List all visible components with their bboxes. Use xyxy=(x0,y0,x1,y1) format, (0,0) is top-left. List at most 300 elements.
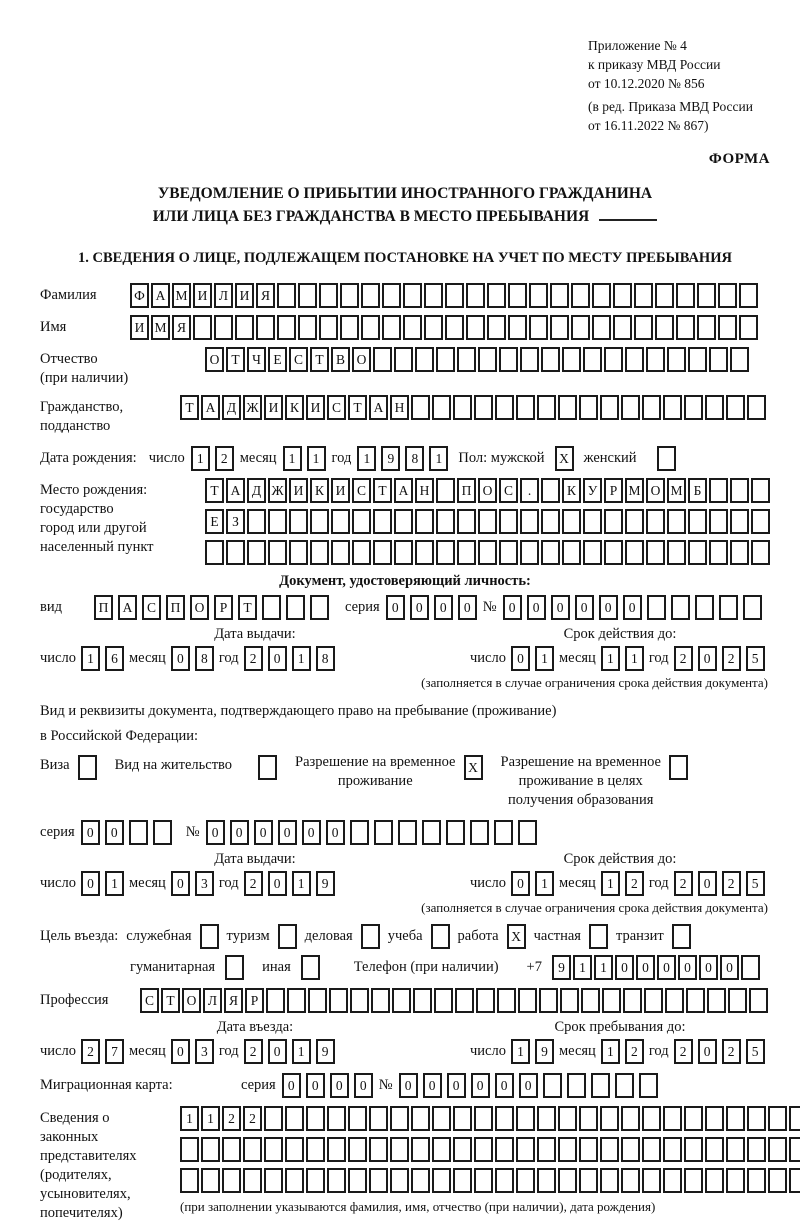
char-cell[interactable] xyxy=(415,509,434,534)
temp-permit-edu-checkbox[interactable] xyxy=(669,755,688,780)
char-cell[interactable] xyxy=(543,1073,562,1098)
char-cell[interactable]: П xyxy=(166,595,185,620)
char-cell[interactable] xyxy=(205,540,224,565)
char-cell[interactable] xyxy=(413,988,432,1013)
char-cell[interactable]: Т xyxy=(373,478,392,503)
char-cell[interactable] xyxy=(520,347,539,372)
char-cell[interactable] xyxy=(728,988,747,1013)
char-cell[interactable] xyxy=(457,509,476,534)
char-cell[interactable]: Т xyxy=(238,595,257,620)
char-cell[interactable] xyxy=(709,509,728,534)
char-cell[interactable]: 0 xyxy=(519,1073,538,1098)
char-cell[interactable]: 0 xyxy=(399,1073,418,1098)
char-cell[interactable] xyxy=(310,540,329,565)
char-cell[interactable] xyxy=(424,283,443,308)
char-cell[interactable] xyxy=(541,509,560,534)
char-cell[interactable]: С xyxy=(289,347,308,372)
char-cell[interactable]: 0 xyxy=(81,820,100,845)
char-cell[interactable]: 1 xyxy=(201,1106,220,1131)
char-cell[interactable] xyxy=(494,820,513,845)
char-cell[interactable] xyxy=(350,988,369,1013)
char-cell[interactable] xyxy=(201,1168,220,1193)
char-cell[interactable]: 8 xyxy=(195,646,214,671)
char-cell[interactable] xyxy=(709,478,728,503)
char-cell[interactable]: И xyxy=(235,283,254,308)
char-cell[interactable]: 0 xyxy=(551,595,570,620)
char-cell[interactable] xyxy=(623,988,642,1013)
char-cell[interactable] xyxy=(350,820,369,845)
char-cell[interactable] xyxy=(647,595,666,620)
temp-permit-checkbox[interactable]: X xyxy=(464,755,483,780)
gender-female-checkbox[interactable] xyxy=(657,446,676,471)
char-cell[interactable]: А xyxy=(394,478,413,503)
char-cell[interactable] xyxy=(348,1106,367,1131)
char-cell[interactable]: 2 xyxy=(244,871,263,896)
char-cell[interactable]: 0 xyxy=(230,820,249,845)
char-cell[interactable]: 2 xyxy=(244,1039,263,1064)
char-cell[interactable] xyxy=(306,1137,325,1162)
char-cell[interactable]: И xyxy=(331,478,350,503)
char-cell[interactable] xyxy=(235,315,254,340)
char-cell[interactable] xyxy=(348,1168,367,1193)
char-cell[interactable] xyxy=(382,283,401,308)
char-cell[interactable] xyxy=(529,315,548,340)
char-cell[interactable] xyxy=(394,509,413,534)
char-cell[interactable] xyxy=(262,595,281,620)
char-cell[interactable] xyxy=(529,283,548,308)
char-cell[interactable] xyxy=(726,1106,745,1131)
char-cell[interactable]: З xyxy=(226,509,245,534)
char-cell[interactable] xyxy=(373,540,392,565)
char-cell[interactable] xyxy=(499,509,518,534)
char-cell[interactable] xyxy=(684,1168,703,1193)
char-cell[interactable]: 5 xyxy=(746,871,765,896)
char-cell[interactable] xyxy=(411,1168,430,1193)
char-cell[interactable] xyxy=(331,540,350,565)
char-cell[interactable] xyxy=(327,1137,346,1162)
char-cell[interactable] xyxy=(394,347,413,372)
char-cell[interactable] xyxy=(634,283,653,308)
char-cell[interactable] xyxy=(478,347,497,372)
purpose-study-checkbox[interactable] xyxy=(431,924,450,949)
char-cell[interactable]: 9 xyxy=(381,446,400,471)
char-cell[interactable] xyxy=(718,283,737,308)
purpose-tourism-checkbox[interactable] xyxy=(278,924,297,949)
char-cell[interactable] xyxy=(688,540,707,565)
char-cell[interactable]: Б xyxy=(688,478,707,503)
char-cell[interactable] xyxy=(562,509,581,534)
char-cell[interactable]: Ж xyxy=(268,478,287,503)
char-cell[interactable] xyxy=(371,988,390,1013)
char-cell[interactable]: 0 xyxy=(254,820,273,845)
purpose-official-checkbox[interactable] xyxy=(200,924,219,949)
char-cell[interactable]: 0 xyxy=(302,820,321,845)
char-cell[interactable] xyxy=(432,1106,451,1131)
char-cell[interactable]: 0 xyxy=(206,820,225,845)
char-cell[interactable] xyxy=(667,347,686,372)
char-cell[interactable] xyxy=(567,1073,586,1098)
char-cell[interactable] xyxy=(453,395,472,420)
char-cell[interactable] xyxy=(646,347,665,372)
char-cell[interactable] xyxy=(684,1106,703,1131)
char-cell[interactable] xyxy=(499,347,518,372)
char-cell[interactable] xyxy=(719,595,738,620)
char-cell[interactable]: 1 xyxy=(191,446,210,471)
char-cell[interactable] xyxy=(264,1168,283,1193)
char-cell[interactable]: П xyxy=(457,478,476,503)
char-cell[interactable]: Н xyxy=(415,478,434,503)
char-cell[interactable] xyxy=(621,1137,640,1162)
char-cell[interactable]: Л xyxy=(214,283,233,308)
char-cell[interactable]: О xyxy=(205,347,224,372)
char-cell[interactable]: Е xyxy=(268,347,287,372)
char-cell[interactable] xyxy=(453,1137,472,1162)
char-cell[interactable]: 0 xyxy=(678,955,697,980)
char-cell[interactable] xyxy=(214,315,233,340)
char-cell[interactable] xyxy=(457,540,476,565)
char-cell[interactable] xyxy=(319,283,338,308)
char-cell[interactable] xyxy=(642,1137,661,1162)
char-cell[interactable] xyxy=(390,1106,409,1131)
char-cell[interactable] xyxy=(604,347,623,372)
char-cell[interactable]: Е xyxy=(205,509,224,534)
char-cell[interactable] xyxy=(520,509,539,534)
char-cell[interactable] xyxy=(583,540,602,565)
char-cell[interactable]: 0 xyxy=(575,595,594,620)
char-cell[interactable] xyxy=(277,315,296,340)
char-cell[interactable] xyxy=(644,988,663,1013)
char-cell[interactable] xyxy=(352,509,371,534)
char-cell[interactable] xyxy=(180,1168,199,1193)
char-cell[interactable]: 0 xyxy=(268,871,287,896)
char-cell[interactable]: 0 xyxy=(434,595,453,620)
char-cell[interactable]: 1 xyxy=(292,871,311,896)
char-cell[interactable] xyxy=(560,988,579,1013)
char-cell[interactable] xyxy=(768,1168,787,1193)
char-cell[interactable]: 0 xyxy=(623,595,642,620)
char-cell[interactable] xyxy=(361,315,380,340)
char-cell[interactable] xyxy=(625,540,644,565)
char-cell[interactable] xyxy=(516,395,535,420)
char-cell[interactable]: 6 xyxy=(105,646,124,671)
char-cell[interactable] xyxy=(558,395,577,420)
char-cell[interactable]: 0 xyxy=(495,1073,514,1098)
char-cell[interactable] xyxy=(298,315,317,340)
char-cell[interactable] xyxy=(436,478,455,503)
char-cell[interactable]: 1 xyxy=(573,955,592,980)
char-cell[interactable] xyxy=(789,1106,800,1131)
char-cell[interactable]: 3 xyxy=(195,871,214,896)
purpose-transit-checkbox[interactable] xyxy=(672,924,691,949)
char-cell[interactable] xyxy=(226,540,245,565)
char-cell[interactable] xyxy=(310,595,329,620)
char-cell[interactable]: И xyxy=(289,478,308,503)
char-cell[interactable] xyxy=(684,395,703,420)
char-cell[interactable] xyxy=(495,395,514,420)
char-cell[interactable]: Т xyxy=(205,478,224,503)
char-cell[interactable] xyxy=(697,315,716,340)
char-cell[interactable]: 1 xyxy=(180,1106,199,1131)
char-cell[interactable]: 0 xyxy=(511,871,530,896)
char-cell[interactable] xyxy=(331,509,350,534)
char-cell[interactable] xyxy=(562,347,581,372)
char-cell[interactable]: 0 xyxy=(278,820,297,845)
char-cell[interactable] xyxy=(688,509,707,534)
char-cell[interactable] xyxy=(392,988,411,1013)
char-cell[interactable] xyxy=(747,395,766,420)
char-cell[interactable] xyxy=(663,395,682,420)
char-cell[interactable]: Т xyxy=(310,347,329,372)
char-cell[interactable] xyxy=(646,540,665,565)
char-cell[interactable]: 0 xyxy=(511,646,530,671)
char-cell[interactable]: 1 xyxy=(292,646,311,671)
char-cell[interactable]: О xyxy=(182,988,201,1013)
char-cell[interactable]: 0 xyxy=(458,595,477,620)
char-cell[interactable] xyxy=(247,509,266,534)
char-cell[interactable] xyxy=(518,988,537,1013)
char-cell[interactable] xyxy=(266,988,285,1013)
char-cell[interactable] xyxy=(621,1168,640,1193)
char-cell[interactable]: 7 xyxy=(105,1039,124,1064)
char-cell[interactable] xyxy=(327,1106,346,1131)
char-cell[interactable]: Т xyxy=(226,347,245,372)
char-cell[interactable]: 2 xyxy=(674,1039,693,1064)
char-cell[interactable] xyxy=(642,1168,661,1193)
char-cell[interactable] xyxy=(495,1168,514,1193)
char-cell[interactable] xyxy=(709,347,728,372)
char-cell[interactable] xyxy=(634,315,653,340)
char-cell[interactable]: Н xyxy=(390,395,409,420)
char-cell[interactable] xyxy=(153,820,172,845)
char-cell[interactable] xyxy=(579,395,598,420)
char-cell[interactable] xyxy=(129,820,148,845)
char-cell[interactable] xyxy=(663,1106,682,1131)
char-cell[interactable] xyxy=(768,1106,787,1131)
char-cell[interactable]: П xyxy=(94,595,113,620)
char-cell[interactable]: О xyxy=(646,478,665,503)
char-cell[interactable]: М xyxy=(667,478,686,503)
char-cell[interactable] xyxy=(741,955,760,980)
char-cell[interactable] xyxy=(516,1137,535,1162)
char-cell[interactable]: А xyxy=(226,478,245,503)
char-cell[interactable] xyxy=(310,509,329,534)
char-cell[interactable] xyxy=(655,283,674,308)
char-cell[interactable] xyxy=(697,283,716,308)
char-cell[interactable] xyxy=(707,988,726,1013)
char-cell[interactable] xyxy=(743,595,762,620)
char-cell[interactable] xyxy=(550,283,569,308)
char-cell[interactable] xyxy=(340,283,359,308)
char-cell[interactable]: 0 xyxy=(471,1073,490,1098)
char-cell[interactable]: 0 xyxy=(599,595,618,620)
char-cell[interactable] xyxy=(466,283,485,308)
char-cell[interactable]: 2 xyxy=(625,871,644,896)
char-cell[interactable] xyxy=(508,283,527,308)
char-cell[interactable]: М xyxy=(151,315,170,340)
char-cell[interactable]: 0 xyxy=(698,646,717,671)
char-cell[interactable]: 0 xyxy=(306,1073,325,1098)
purpose-private-checkbox[interactable] xyxy=(589,924,608,949)
char-cell[interactable] xyxy=(373,347,392,372)
char-cell[interactable] xyxy=(436,347,455,372)
char-cell[interactable]: 0 xyxy=(410,595,429,620)
char-cell[interactable] xyxy=(398,820,417,845)
char-cell[interactable]: В xyxy=(331,347,350,372)
char-cell[interactable]: М xyxy=(625,478,644,503)
char-cell[interactable] xyxy=(497,988,516,1013)
char-cell[interactable]: 1 xyxy=(357,446,376,471)
char-cell[interactable]: А xyxy=(201,395,220,420)
char-cell[interactable] xyxy=(478,509,497,534)
char-cell[interactable] xyxy=(558,1137,577,1162)
char-cell[interactable]: С xyxy=(352,478,371,503)
char-cell[interactable]: С xyxy=(140,988,159,1013)
char-cell[interactable] xyxy=(470,820,489,845)
char-cell[interactable] xyxy=(445,283,464,308)
char-cell[interactable] xyxy=(369,1137,388,1162)
char-cell[interactable]: Р xyxy=(604,478,623,503)
char-cell[interactable] xyxy=(329,988,348,1013)
char-cell[interactable]: 1 xyxy=(601,1039,620,1064)
char-cell[interactable] xyxy=(705,395,724,420)
char-cell[interactable]: 0 xyxy=(657,955,676,980)
char-cell[interactable]: И xyxy=(264,395,283,420)
gender-male-checkbox[interactable]: X xyxy=(555,446,574,471)
char-cell[interactable]: А xyxy=(118,595,137,620)
char-cell[interactable] xyxy=(495,1106,514,1131)
char-cell[interactable]: 0 xyxy=(105,820,124,845)
char-cell[interactable] xyxy=(516,1106,535,1131)
char-cell[interactable]: 0 xyxy=(698,1039,717,1064)
char-cell[interactable] xyxy=(222,1137,241,1162)
char-cell[interactable] xyxy=(579,1106,598,1131)
char-cell[interactable]: Р xyxy=(214,595,233,620)
char-cell[interactable]: С xyxy=(499,478,518,503)
char-cell[interactable] xyxy=(268,509,287,534)
char-cell[interactable] xyxy=(487,315,506,340)
char-cell[interactable] xyxy=(581,988,600,1013)
char-cell[interactable] xyxy=(676,283,695,308)
char-cell[interactable] xyxy=(665,988,684,1013)
char-cell[interactable] xyxy=(642,1106,661,1131)
char-cell[interactable] xyxy=(516,1168,535,1193)
char-cell[interactable]: 2 xyxy=(243,1106,262,1131)
char-cell[interactable] xyxy=(306,1168,325,1193)
char-cell[interactable] xyxy=(286,595,305,620)
char-cell[interactable] xyxy=(411,1106,430,1131)
char-cell[interactable]: А xyxy=(369,395,388,420)
char-cell[interactable]: 1 xyxy=(292,1039,311,1064)
char-cell[interactable] xyxy=(726,395,745,420)
char-cell[interactable] xyxy=(646,509,665,534)
char-cell[interactable] xyxy=(639,1073,658,1098)
char-cell[interactable]: К xyxy=(562,478,581,503)
char-cell[interactable] xyxy=(709,540,728,565)
char-cell[interactable] xyxy=(600,1106,619,1131)
char-cell[interactable] xyxy=(434,988,453,1013)
char-cell[interactable] xyxy=(432,1168,451,1193)
char-cell[interactable] xyxy=(256,315,275,340)
char-cell[interactable]: 1 xyxy=(594,955,613,980)
char-cell[interactable]: 2 xyxy=(244,646,263,671)
char-cell[interactable]: 9 xyxy=(535,1039,554,1064)
char-cell[interactable] xyxy=(518,820,537,845)
char-cell[interactable]: 2 xyxy=(674,646,693,671)
char-cell[interactable] xyxy=(411,1137,430,1162)
char-cell[interactable]: И xyxy=(193,283,212,308)
char-cell[interactable]: 1 xyxy=(429,446,448,471)
char-cell[interactable]: 2 xyxy=(215,446,234,471)
char-cell[interactable] xyxy=(684,1137,703,1162)
char-cell[interactable] xyxy=(667,540,686,565)
char-cell[interactable]: 2 xyxy=(81,1039,100,1064)
char-cell[interactable] xyxy=(474,1106,493,1131)
char-cell[interactable] xyxy=(571,315,590,340)
char-cell[interactable] xyxy=(600,395,619,420)
char-cell[interactable] xyxy=(615,1073,634,1098)
char-cell[interactable]: 0 xyxy=(282,1073,301,1098)
char-cell[interactable]: 0 xyxy=(423,1073,442,1098)
char-cell[interactable] xyxy=(287,988,306,1013)
char-cell[interactable] xyxy=(613,315,632,340)
char-cell[interactable] xyxy=(730,347,749,372)
char-cell[interactable] xyxy=(541,478,560,503)
char-cell[interactable] xyxy=(705,1106,724,1131)
char-cell[interactable]: 0 xyxy=(503,595,522,620)
char-cell[interactable] xyxy=(747,1168,766,1193)
char-cell[interactable] xyxy=(550,315,569,340)
char-cell[interactable] xyxy=(655,315,674,340)
char-cell[interactable] xyxy=(592,283,611,308)
char-cell[interactable] xyxy=(478,540,497,565)
char-cell[interactable]: Я xyxy=(172,315,191,340)
char-cell[interactable] xyxy=(730,509,749,534)
char-cell[interactable] xyxy=(663,1137,682,1162)
char-cell[interactable] xyxy=(625,509,644,534)
char-cell[interactable]: 3 xyxy=(195,1039,214,1064)
char-cell[interactable]: 1 xyxy=(535,871,554,896)
char-cell[interactable] xyxy=(726,1168,745,1193)
char-cell[interactable] xyxy=(289,509,308,534)
char-cell[interactable] xyxy=(583,509,602,534)
char-cell[interactable] xyxy=(289,540,308,565)
char-cell[interactable] xyxy=(369,1106,388,1131)
char-cell[interactable]: О xyxy=(478,478,497,503)
char-cell[interactable]: Д xyxy=(247,478,266,503)
char-cell[interactable]: К xyxy=(310,478,329,503)
char-cell[interactable] xyxy=(768,1137,787,1162)
char-cell[interactable] xyxy=(268,540,287,565)
char-cell[interactable]: Я xyxy=(224,988,243,1013)
char-cell[interactable]: Д xyxy=(222,395,241,420)
char-cell[interactable] xyxy=(373,509,392,534)
char-cell[interactable]: 9 xyxy=(316,1039,335,1064)
char-cell[interactable] xyxy=(642,395,661,420)
char-cell[interactable] xyxy=(686,988,705,1013)
char-cell[interactable]: 0 xyxy=(636,955,655,980)
char-cell[interactable] xyxy=(264,1106,283,1131)
char-cell[interactable] xyxy=(369,1168,388,1193)
char-cell[interactable]: И xyxy=(306,395,325,420)
char-cell[interactable]: 9 xyxy=(316,871,335,896)
char-cell[interactable] xyxy=(499,540,518,565)
char-cell[interactable] xyxy=(390,1137,409,1162)
char-cell[interactable] xyxy=(739,315,758,340)
char-cell[interactable] xyxy=(579,1137,598,1162)
char-cell[interactable] xyxy=(688,347,707,372)
char-cell[interactable]: С xyxy=(142,595,161,620)
char-cell[interactable] xyxy=(403,283,422,308)
